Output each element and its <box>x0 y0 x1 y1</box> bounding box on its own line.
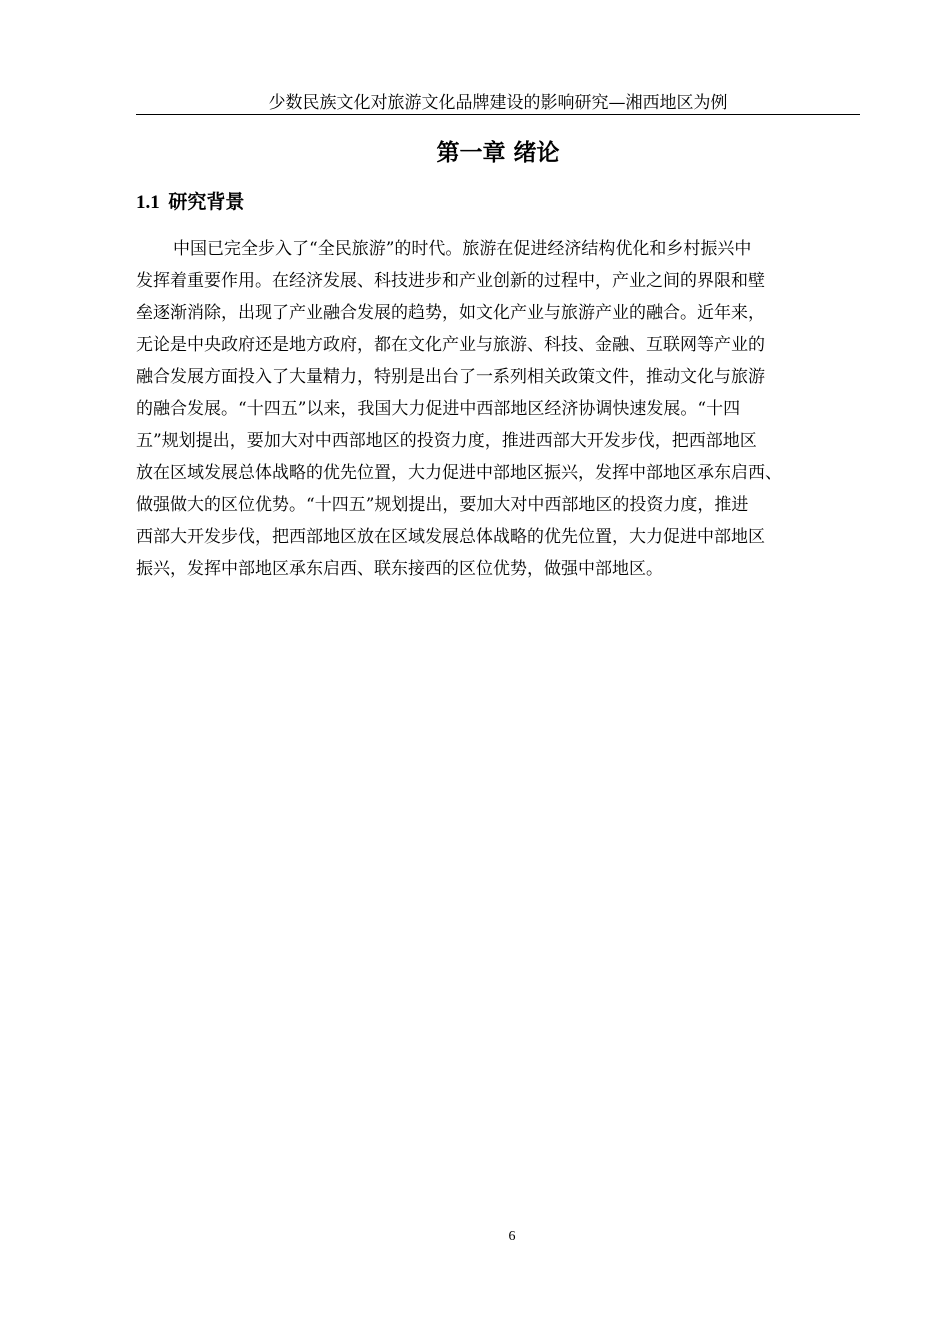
section-heading <box>136 188 244 217</box>
header-rule <box>136 114 860 115</box>
paragraph-line: 发挥着重要作用。在经济发展、科技进步和产业创新的过程中，产业之间的界限和壁 <box>136 271 765 291</box>
page-number: 6 <box>508 1229 516 1244</box>
section-title: 研究背景 <box>168 191 245 213</box>
paragraph-line: 做强做大的区位优势。“十四五”规划提出，要加大对中西部地区的投资力度，推进 <box>136 495 749 515</box>
paragraph-line: 放在区域发展总体战略的优先位置，大力促进中部地区振兴，发挥中部地区承东启西、 <box>136 463 782 483</box>
running-header: 少数民族文化对旅游文化品牌建设的影响研究—湘西地区为例 <box>268 93 728 113</box>
paragraph-line: 垒逐渐消除，出现了产业融合发展的趋势，如文化产业与旅游产业的融合。近年来， <box>136 303 765 323</box>
paragraph-line: 五”规划提出，要加大对中西部地区的投资力度，推进西部大开发步伐，把西部地区 <box>136 431 757 451</box>
paragraph-line: 中国已完全步入了“全民旅游”的时代。旅游在促进经济结构优化和乡村振兴中 <box>173 239 752 259</box>
paragraph-line: 的融合发展。“十四五”以来，我国大力促进中西部地区经济协调快速发展。“十四 <box>136 399 741 419</box>
chapter-title: 第一章 绪论 <box>436 140 560 166</box>
body-paragraph <box>136 236 864 588</box>
paragraph-line: 振兴，发挥中部地区承东启西、联东接西的区位优势，做强中部地区。 <box>136 559 663 579</box>
paragraph-line: 无论是中央政府还是地方政府，都在文化产业与旅游、科技、金融、互联网等产业的 <box>136 335 765 355</box>
section-number: 1.1 <box>136 192 160 213</box>
paragraph-line: 融合发展方面投入了大量精力，特别是出台了一系列相关政策文件，推动文化与旅游 <box>136 367 765 387</box>
paragraph-line: 西部大开发步伐，把西部地区放在区域发展总体战略的优先位置，大力促进中部地区 <box>136 527 765 547</box>
